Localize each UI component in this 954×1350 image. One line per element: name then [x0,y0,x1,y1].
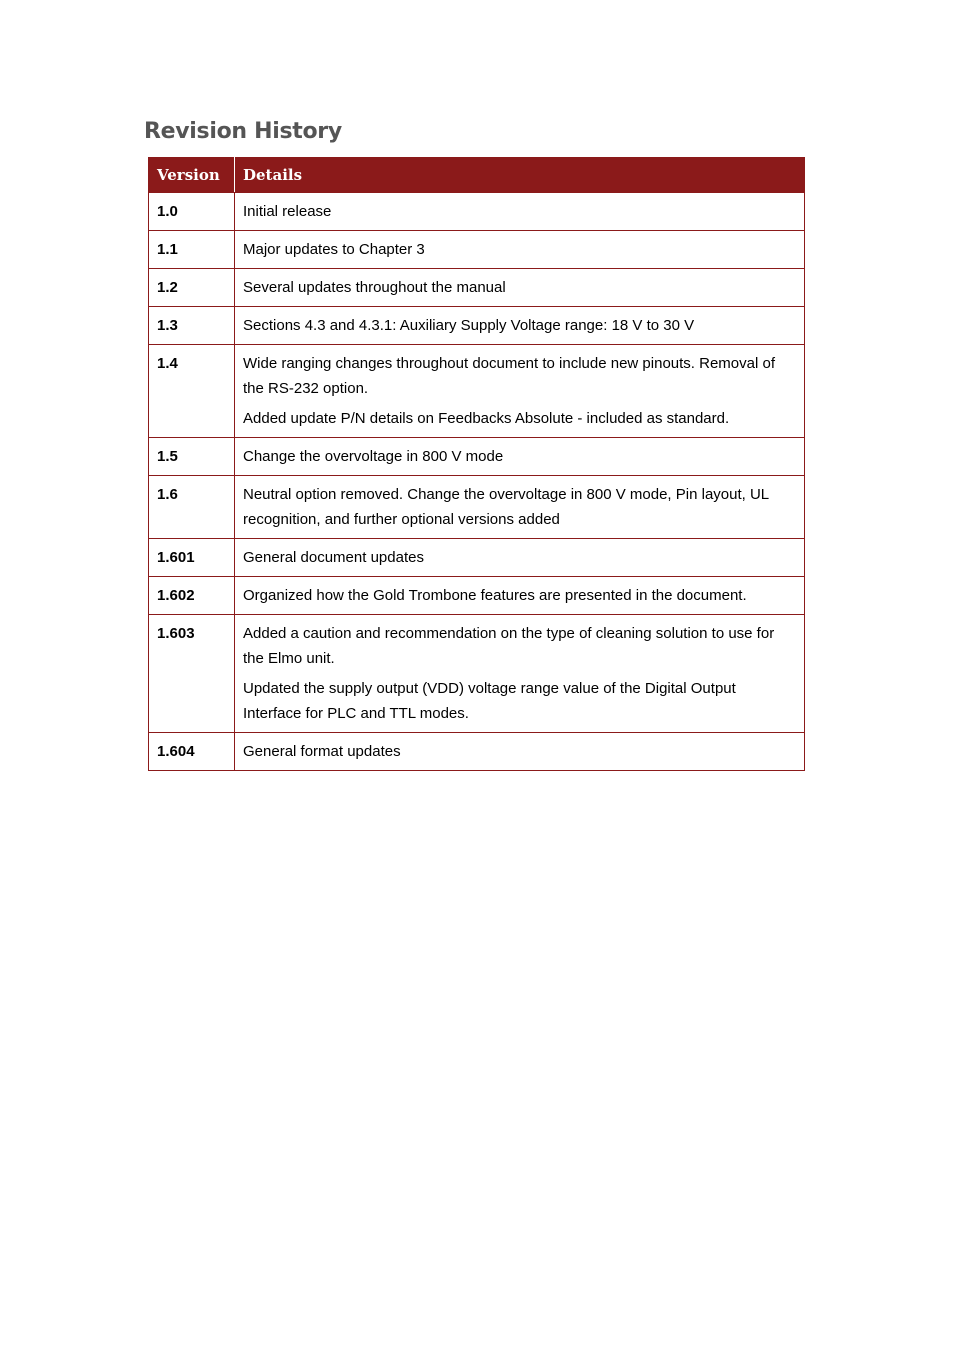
table-body [149,193,805,771]
version-cell: 1.5 [149,438,235,476]
table-row [149,733,805,771]
table-row [149,476,805,539]
details-paragraph: Change the overvoltage in 800 V mode [243,448,504,465]
details-cell [235,539,805,577]
version-cell: 1.602 [149,577,235,615]
version-cell: 1.6 [149,476,235,539]
version-cell: 1.3 [149,307,235,345]
table-row [149,345,805,438]
details-paragraph: Initial release [243,203,332,220]
details-cell [235,193,805,231]
details-cell [235,269,805,307]
page-title: Revision History [144,119,342,144]
table-row [149,438,805,476]
table-header-row [149,158,805,193]
version-cell: 1.1 [149,231,235,269]
version-cell: 1.603 [149,615,235,733]
details-paragraph: Several updates throughout the manual [243,279,506,296]
table-row [149,615,805,733]
details-cell [235,733,805,771]
details-cell [235,438,805,476]
details-cell [235,345,805,438]
details-paragraph: Neutral option removed. Change the overvoltage in 800 V mode, Pin layout, UL recognition, and further optional versions added [243,486,769,528]
table-row [149,269,805,307]
details-cell [235,231,805,269]
version-cell: 1.4 [149,345,235,438]
details-paragraph: Added a caution and recommendation on the type of cleaning solution to use for the Elmo unit. [243,625,775,667]
details-paragraph: General format updates [243,743,401,760]
version-column-header: Version [149,158,235,193]
table-row [149,577,805,615]
revision-history-table [148,157,805,771]
details-paragraph: Updated the supply output (VDD) voltage range value of the Digital Output Interface for PLC and TTL modes. [243,680,736,722]
version-cell: 1.601 [149,539,235,577]
details-cell [235,307,805,345]
version-cell: 1.0 [149,193,235,231]
details-paragraph: Major updates to Chapter 3 [243,241,425,258]
details-cell [235,476,805,539]
details-paragraph: Wide ranging changes throughout document to include new pinouts. Removal of the RS-232 option. [243,355,775,397]
details-cell [235,615,805,733]
details-paragraph: General document updates [243,549,424,566]
table-row [149,307,805,345]
table-row [149,539,805,577]
version-cell: 1.2 [149,269,235,307]
version-cell: 1.604 [149,733,235,771]
details-paragraph: Added update P/N details on Feedbacks Absolute - included as standard. [243,410,730,427]
details-column-header: Details [235,158,805,193]
details-paragraph: Sections 4.3 and 4.3.1: Auxiliary Supply Voltage range: 18 V to 30 V [243,317,695,334]
table-row [149,231,805,269]
table-row [149,193,805,231]
details-cell [235,577,805,615]
details-paragraph: Organized how the Gold Trombone features are presented in the document. [243,587,747,604]
